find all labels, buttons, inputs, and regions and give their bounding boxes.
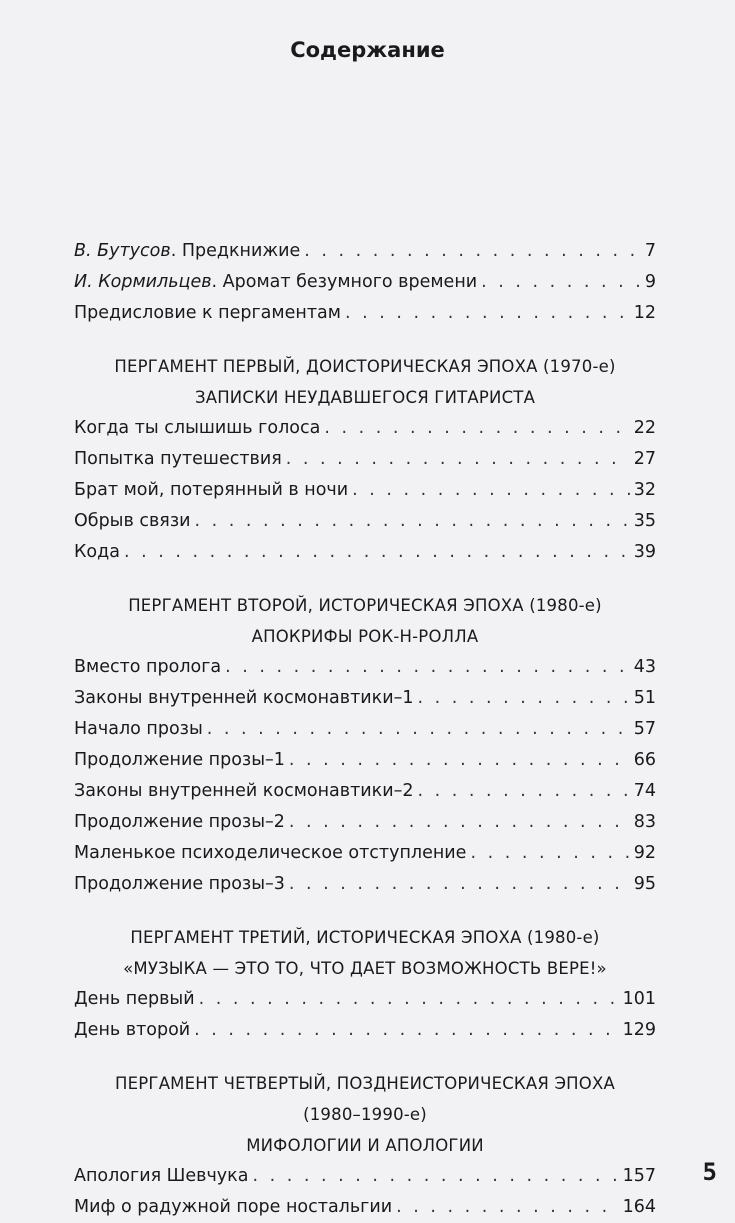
dot-leader xyxy=(252,1161,618,1192)
dot-leader xyxy=(207,714,630,745)
entry-title: Законы внутренней космонавтики–2 xyxy=(74,781,414,801)
entry-title: Продолжение прозы–3 xyxy=(74,874,285,894)
part-heading: ПЕРГАМЕНТ ВТОРОЙ, ИСТОРИЧЕСКАЯ ЭПОХА (1980-е) xyxy=(128,596,602,615)
entry-title: Кода xyxy=(74,542,120,562)
dot-leader xyxy=(481,267,641,298)
toc-entry xyxy=(74,1192,656,1223)
table-of-contents xyxy=(74,236,656,1223)
entry-title: День второй xyxy=(74,1020,191,1040)
dot-leader xyxy=(324,413,629,444)
dot-leader xyxy=(124,537,630,568)
page-ref: 7 xyxy=(644,241,656,261)
entry-author: И. Кормильцев xyxy=(74,272,212,292)
toc-entry xyxy=(74,236,656,267)
entry-title xyxy=(74,236,300,267)
toc-entry xyxy=(74,807,656,838)
toc-entry xyxy=(74,869,656,900)
part-subheading: АПОКРИФЫ РОК-Н-РОЛЛА xyxy=(251,627,479,646)
entry-author: В. Бутусов xyxy=(74,241,171,261)
dot-leader xyxy=(289,745,630,776)
dot-leader xyxy=(289,807,630,838)
entry-title: Начало прозы xyxy=(74,719,203,739)
page-ref: 164 xyxy=(622,1197,656,1217)
toc-entry xyxy=(74,537,656,568)
page-ref: 35 xyxy=(633,511,656,531)
page-ref: 51 xyxy=(633,688,656,708)
page-ref: 39 xyxy=(633,542,656,562)
toc-entry xyxy=(74,683,656,714)
entry-text: . Предкнижие xyxy=(170,241,301,261)
page-ref: 12 xyxy=(633,303,656,323)
part-subheading: ЗАПИСКИ НЕУДАВШЕГОСЯ ГИТАРИСТА xyxy=(194,388,536,407)
toc-entry xyxy=(74,267,656,298)
dot-leader xyxy=(195,506,630,537)
toc-entry xyxy=(74,1161,656,1192)
part-subheading: МИФОЛОГИИ И АПОЛОГИИ xyxy=(246,1136,484,1155)
entry-title: День первый xyxy=(74,989,195,1009)
page-ref: 43 xyxy=(633,657,656,677)
dot-leader xyxy=(470,838,629,869)
page-ref: 129 xyxy=(622,1020,656,1040)
toc-entry xyxy=(74,838,656,869)
part-heading-years: (1980–1990-е) xyxy=(303,1105,427,1124)
entry-title: Продолжение прозы–2 xyxy=(74,812,285,832)
toc-entry xyxy=(74,413,656,444)
toc-entry xyxy=(74,1015,656,1046)
dot-leader xyxy=(194,1015,618,1046)
dot-leader xyxy=(304,236,641,267)
dot-leader xyxy=(418,683,630,714)
page-ref: 157 xyxy=(622,1166,656,1186)
toc-entry xyxy=(74,475,656,506)
entry-title: Миф о радужной поре ностальгии xyxy=(74,1197,393,1217)
dot-leader xyxy=(225,652,630,683)
dot-leader xyxy=(352,475,630,506)
part-heading: ПЕРГАМЕНТ ПЕРВЫЙ, ДОИСТОРИЧЕСКАЯ ЭПОХА (1970-е) xyxy=(114,357,616,376)
toc-entry xyxy=(74,714,656,745)
toc-entry xyxy=(74,298,656,329)
entry-title: Предисловие к пергаментам xyxy=(74,303,341,323)
dot-leader xyxy=(345,298,630,329)
entry-title: Апология Шевчука xyxy=(74,1166,249,1186)
entry-title: Вместо пролога xyxy=(74,657,222,677)
page-ref: 66 xyxy=(633,750,656,770)
entry-title: Маленькое психоделическое отступление xyxy=(74,843,467,863)
part-heading: ПЕРГАМЕНТ ЧЕТВЕРТЫЙ, ПОЗДНЕИСТОРИЧЕСКАЯ ЭПОХА xyxy=(115,1074,615,1093)
part-subheading: «МУЗЫКА — ЭТО ТО, ЧТО ДАЕТ ВОЗМОЖНОСТЬ ВЕРЕ!» xyxy=(123,959,607,978)
toc-entry xyxy=(74,776,656,807)
toc-entry xyxy=(74,984,656,1015)
entry-title: Обрыв связи xyxy=(74,511,191,531)
toc-entry xyxy=(74,652,656,683)
page-number: 5 xyxy=(702,1158,717,1186)
page-ref: 57 xyxy=(633,719,656,739)
page-ref: 22 xyxy=(633,418,656,438)
dot-leader xyxy=(396,1192,618,1223)
page-ref: 32 xyxy=(633,480,656,500)
dot-leader xyxy=(289,869,630,900)
entry-title: Когда ты слышишь голоса xyxy=(74,418,321,438)
entry-title: Продолжение прозы–1 xyxy=(74,750,285,770)
toc-entry xyxy=(74,444,656,475)
page-ref: 92 xyxy=(633,843,656,863)
page-ref: 95 xyxy=(633,874,656,894)
entry-text: . Аромат безумного времени xyxy=(211,272,478,292)
entry-title: Брат мой, потерянный в ночи xyxy=(74,480,349,500)
toc-entry xyxy=(74,506,656,537)
entry-title: Попытка путешествия xyxy=(74,449,282,469)
page-ref: 27 xyxy=(633,449,656,469)
dot-leader xyxy=(286,444,630,475)
entry-title xyxy=(74,267,477,298)
entry-title: Законы внутренней космонавтики–1 xyxy=(74,688,414,708)
toc-entry xyxy=(74,745,656,776)
part-heading: ПЕРГАМЕНТ ТРЕТИЙ, ИСТОРИЧЕСКАЯ ЭПОХА (1980-е) xyxy=(130,928,600,947)
page-ref: 9 xyxy=(644,272,656,292)
dot-leader xyxy=(199,984,619,1015)
dot-leader xyxy=(418,776,630,807)
page-title: Содержание xyxy=(290,38,445,62)
page-ref: 101 xyxy=(622,989,656,1009)
page-ref: 83 xyxy=(633,812,656,832)
page-ref: 74 xyxy=(633,781,656,801)
